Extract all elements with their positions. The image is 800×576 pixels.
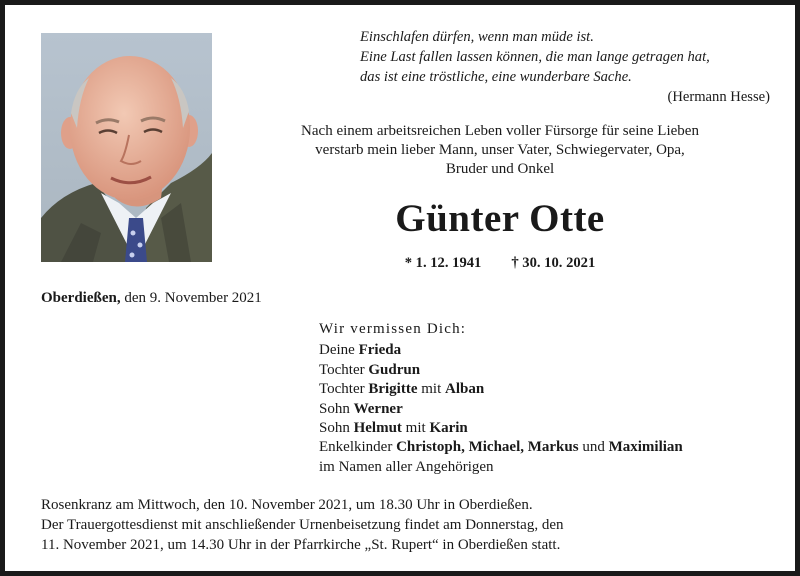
memorial-quote — [360, 27, 770, 107]
death-date: † 30. 10. 2021 — [511, 255, 596, 271]
family-member-relation: Tochter — [319, 381, 369, 398]
service-line: Der Trauergottesdienst mit anschließender Urnenbeisetzung findet am Donnerstag, den — [41, 517, 564, 533]
family-member-name: Karin — [429, 420, 468, 437]
family-members — [319, 341, 779, 477]
family-member-line — [319, 380, 779, 399]
quote-line: das ist eine tröstliche, eine wunderbare Sache. — [360, 69, 632, 85]
family-list — [319, 320, 779, 477]
family-member-name: Gudrun — [368, 361, 421, 378]
service-line: Rosenkranz am Mittwoch, den 10. November 2021, um 18.30 Uhr in Oberdießen. — [41, 497, 533, 513]
portrait-photo — [41, 33, 212, 262]
family-member-relation: Deine — [319, 342, 359, 359]
service-line: 11. November 2021, um 14.30 Uhr in der Pfarrkirche „St. Rupert“ in Oberdießen statt. — [41, 537, 561, 553]
family-member-relation: Tochter — [319, 361, 369, 378]
family-member-line — [319, 361, 779, 380]
family-member-relation: im Namen aller Angehörigen — [319, 458, 494, 475]
family-member-name: Maximilian — [608, 439, 683, 456]
family-member-relation: Enkelkinder — [319, 439, 397, 456]
family-member-name: Helmut — [353, 420, 402, 437]
family-member-name: Christoph, Michael, Markus — [396, 439, 579, 456]
family-member-line — [319, 458, 779, 477]
family-member-name: Frieda — [358, 342, 402, 359]
place-name: Oberdießen, — [41, 290, 121, 306]
birth-date: * 1. 12. 1941 — [404, 255, 482, 271]
family-member-relation: mit — [417, 381, 446, 398]
family-member-relation: Sohn — [319, 420, 354, 437]
family-member-name: Alban — [445, 381, 485, 398]
intro-line: Nach einem arbeitsreichen Leben voller Fürsorge für seine Lieben — [301, 123, 699, 139]
family-member-relation: Sohn — [319, 400, 354, 417]
quote-line: Eine Last fallen lassen können, die man lange getragen hat, — [360, 49, 710, 65]
intro-line: Bruder und Onkel — [445, 161, 555, 177]
place-and-date — [41, 288, 262, 308]
quote-line: Einschlafen dürfen, wenn man müde ist. — [360, 29, 594, 45]
family-header: Wir vermissen Dich: — [319, 321, 467, 337]
family-member-line — [319, 341, 779, 360]
life-dates — [230, 253, 770, 273]
family-member-name: Werner — [353, 400, 403, 417]
family-member-name: Brigitte — [368, 381, 418, 398]
notice-date: den 9. November 2021 — [120, 290, 262, 306]
quote-author: (Hermann Hesse) — [667, 89, 770, 105]
family-member-line — [319, 419, 779, 438]
intro-text — [230, 122, 770, 179]
service-details — [41, 495, 771, 555]
intro-line: verstarb mein lieber Mann, unser Vater, Schwiegervater, Opa, — [315, 142, 685, 158]
family-member-relation: mit — [401, 420, 430, 437]
family-member-relation: und — [578, 439, 609, 456]
family-member-line — [319, 400, 779, 419]
deceased-name: Günter Otte — [395, 197, 605, 240]
family-member-line — [319, 438, 779, 457]
